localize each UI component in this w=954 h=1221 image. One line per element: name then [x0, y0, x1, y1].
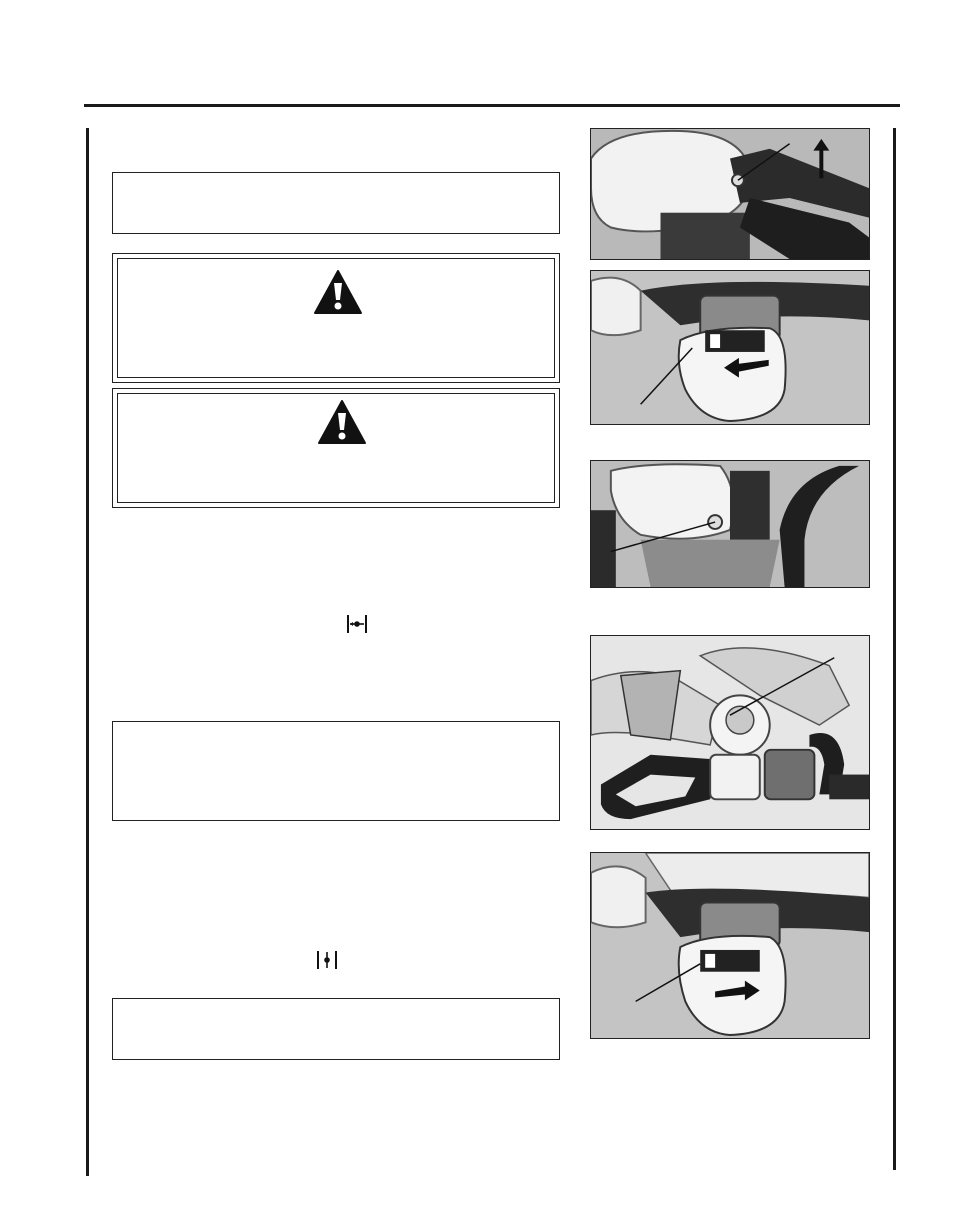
photo-primer-bulb-side — [590, 460, 870, 588]
warning-box-2 — [112, 388, 560, 508]
photo-air-filter-lever-right — [590, 852, 870, 1039]
left-column-rule — [86, 128, 89, 1176]
throttle-stop-vertical-icon — [316, 949, 338, 971]
note-box-3 — [112, 998, 560, 1060]
note-box-2 — [112, 721, 560, 821]
photo-fuel-tank-top — [590, 128, 870, 260]
photo-air-filter-lever-left — [590, 270, 870, 425]
note-box-1 — [112, 172, 560, 234]
warning-triangle-icon — [313, 269, 363, 315]
throttle-lock-horizontal-icon — [346, 613, 368, 635]
header-rule — [84, 104, 900, 107]
photo-hands-starting — [590, 635, 870, 830]
warning-box-1 — [112, 253, 560, 383]
right-column-rule — [893, 128, 896, 1170]
warning-triangle-icon — [317, 399, 367, 445]
